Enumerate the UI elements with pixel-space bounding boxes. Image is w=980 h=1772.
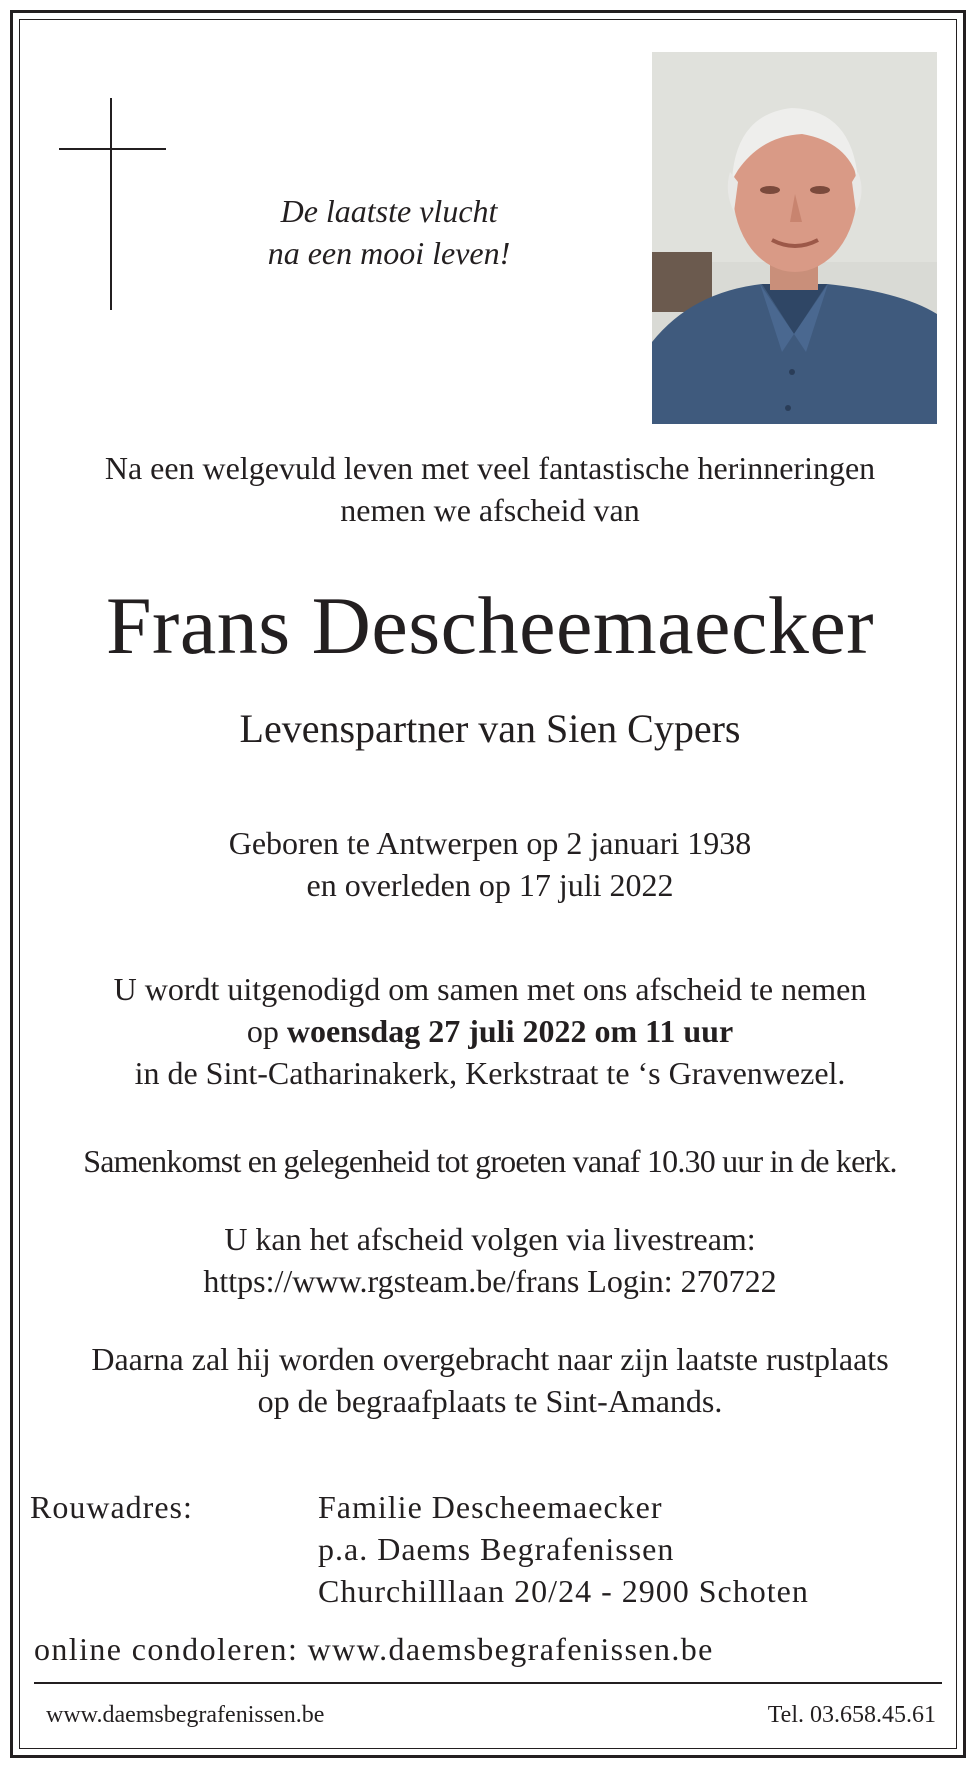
ceremony-date-prefix: op (246, 1013, 287, 1049)
footer-website-link[interactable]: www.daemsbegrafenissen.be (46, 1702, 325, 1728)
portrait-photo (652, 52, 937, 424)
livestream-info (20, 1218, 960, 1302)
footer-phone: Tel. 03.658.45.61 (767, 1702, 936, 1728)
address-label: Rouwadres: (30, 1489, 193, 1525)
death-line: en overleden op 17 juli 2022 (306, 867, 674, 903)
ceremony-location: in de Sint-Catharinakerk, Kerkstraat te ‘s Gravenwezel. (134, 1055, 846, 1091)
motto (200, 190, 578, 274)
motto-line: De laatste vlucht (280, 193, 498, 229)
ceremony-invitation (20, 968, 960, 1094)
intro-line: nemen we afscheid van (340, 492, 640, 528)
address-line: Familie Descheemaecker (318, 1489, 663, 1525)
burial-line: op de begraafplaats te Sint-Amands. (257, 1383, 723, 1419)
address-line: p.a. Daems Begrafenissen (318, 1531, 675, 1567)
motto-line: na een mooi leven! (267, 235, 511, 271)
deceased-name: Frans Descheemaecker (105, 580, 875, 671)
intro-line: Na een welgevuld leven met veel fantastische herinneringen (104, 450, 876, 486)
livestream-line: U kan het afscheid volgen via livestream: (224, 1221, 756, 1257)
mourning-address (318, 1486, 809, 1612)
livestream-link[interactable]: https://www.rgsteam.be/frans Login: 270722 (203, 1263, 777, 1299)
ceremony-date-line (20, 1010, 960, 1052)
birth-death-dates (20, 822, 960, 906)
burial-line: Daarna zal hij worden overgebracht naar zijn laatste rustplaats (91, 1341, 889, 1377)
address-line: Churchilllaan 20/24 - 2900 Schoten (318, 1573, 809, 1609)
burial-info (20, 1338, 960, 1422)
invitation-line: U wordt uitgenodigd om samen met ons afscheid te nemen (113, 971, 867, 1007)
intro-text (20, 447, 960, 531)
ceremony-date: woensdag 27 juli 2022 om 11 uur (286, 1013, 734, 1049)
partner-line: Levenspartner van Sien Cypers (239, 706, 741, 751)
footer-divider (34, 1682, 942, 1684)
online-condolences-link[interactable]: online condoleren: www.daemsbegrafenissen.be (34, 1631, 714, 1667)
portrait-image (652, 52, 937, 424)
gathering-line: Samenkomst en gelegenheid tot groeten vanaf 10.30 uur in de kerk. (83, 1143, 897, 1179)
birth-line: Geboren te Antwerpen op 2 januari 1938 (228, 825, 752, 861)
gathering-text (20, 1140, 960, 1182)
